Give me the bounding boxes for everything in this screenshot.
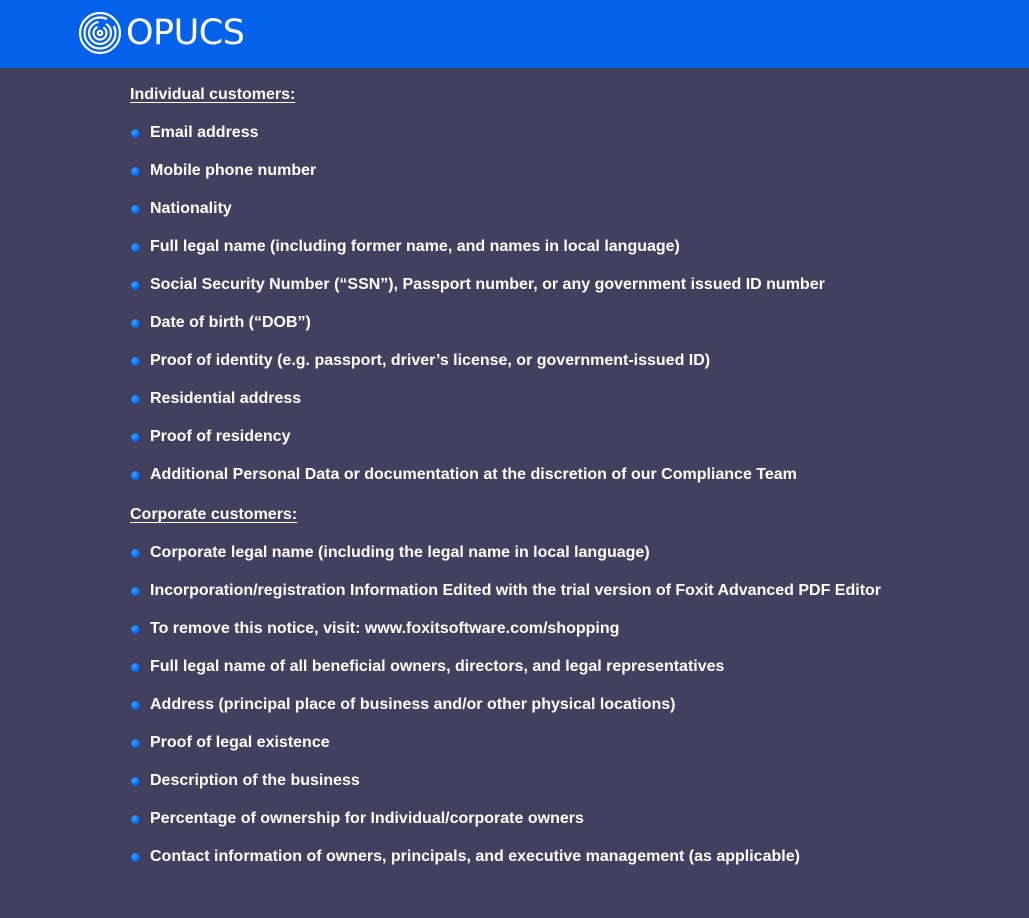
- list-item-text: Corporate legal name (including the legal name in local language): [150, 544, 650, 561]
- bullet-icon: [131, 205, 140, 214]
- list-item: [130, 456, 1020, 494]
- list-item-text: Proof of identity (e.g. passport, driver’s license, or government-issued ID): [150, 352, 711, 369]
- top-navigation-bar: [0, 0, 1029, 68]
- bullet-icon: [131, 281, 140, 290]
- section-heading: Corporate customers:: [130, 506, 298, 523]
- list-item-text: Proof of legal existence: [150, 734, 330, 751]
- section-heading: Individual customers:: [130, 86, 296, 103]
- bullet-icon: [131, 853, 140, 862]
- list-item: [130, 228, 1020, 266]
- list-item-text: Incorporation/registration Information Edited with the trial version of Foxit Advanced PDF Editor: [150, 582, 882, 599]
- list-item: [130, 152, 1020, 190]
- list-item: [130, 762, 1020, 800]
- bullet-icon: [131, 663, 140, 672]
- list-item: [130, 610, 1020, 648]
- privacy-policy-content: [130, 40, 1020, 878]
- list-item: [130, 534, 1020, 572]
- list-item: [130, 266, 1020, 304]
- list-item-text: Residential address: [150, 390, 302, 407]
- list-item-text: Nationality: [150, 200, 232, 217]
- bullet-icon: [131, 129, 140, 138]
- list-item-text: To remove this notice, visit: www.foxitsoftware.com/shopping: [150, 620, 620, 637]
- list-item-text: Mobile phone number: [150, 162, 317, 179]
- list-item-text: Percentage of ownership for Individual/corporate owners: [150, 810, 584, 827]
- bullet-icon: [131, 471, 140, 480]
- list-item-text: Additional Personal Data or documentation at the discretion of our Compliance Team: [150, 466, 797, 483]
- fingerprint-icon: [78, 11, 122, 55]
- list-item: [130, 114, 1020, 152]
- bullet-icon: [131, 395, 140, 404]
- list-item: [130, 418, 1020, 456]
- brand-name: OPUCS: [126, 12, 245, 53]
- list-item: [130, 190, 1020, 228]
- bullet-icon: [131, 587, 140, 596]
- list-item-text: Full legal name of all beneficial owners, directors, and legal representatives: [150, 658, 725, 675]
- list-item: [130, 686, 1020, 724]
- brand-logo-link[interactable]: [78, 11, 244, 55]
- bullet-icon: [131, 433, 140, 442]
- corporate-customers-section: [130, 500, 1020, 876]
- list-item: [130, 838, 1020, 876]
- list-item: [130, 724, 1020, 762]
- list-item: [130, 380, 1020, 418]
- list-item-text: Proof of residency: [150, 428, 291, 445]
- list-item-text: Social Security Number (“SSN”), Passport number, or any government issued ID number: [150, 276, 825, 293]
- list-item-text: Email address: [150, 124, 259, 141]
- list-item-text: Contact information of owners, principals, and executive management (as applicable): [150, 848, 800, 865]
- bullet-icon: [131, 319, 140, 328]
- list-item: [130, 342, 1020, 380]
- individual-customers-section: [130, 80, 1020, 494]
- bullet-icon: [131, 357, 140, 366]
- list-item: [130, 800, 1020, 838]
- bullet-icon: [131, 625, 140, 634]
- bullet-icon: [131, 701, 140, 710]
- list-item: [130, 572, 1020, 610]
- bullet-icon: [131, 549, 140, 558]
- corporate-customers-list: [130, 534, 1020, 876]
- list-item-text: Full legal name (including former name, and names in local language): [150, 238, 680, 255]
- bullet-icon: [131, 243, 140, 252]
- bullet-icon: [131, 815, 140, 824]
- individual-customers-list: [130, 114, 1020, 494]
- bullet-icon: [131, 739, 140, 748]
- list-item-text: Description of the business: [150, 772, 360, 789]
- bullet-icon: [131, 777, 140, 786]
- list-item: [130, 304, 1020, 342]
- bullet-icon: [131, 167, 140, 176]
- list-item-text: Address (principal place of business and/or other physical locations): [150, 696, 676, 713]
- list-item: [130, 648, 1020, 686]
- list-item-text: Date of birth (“DOB”): [150, 314, 311, 331]
